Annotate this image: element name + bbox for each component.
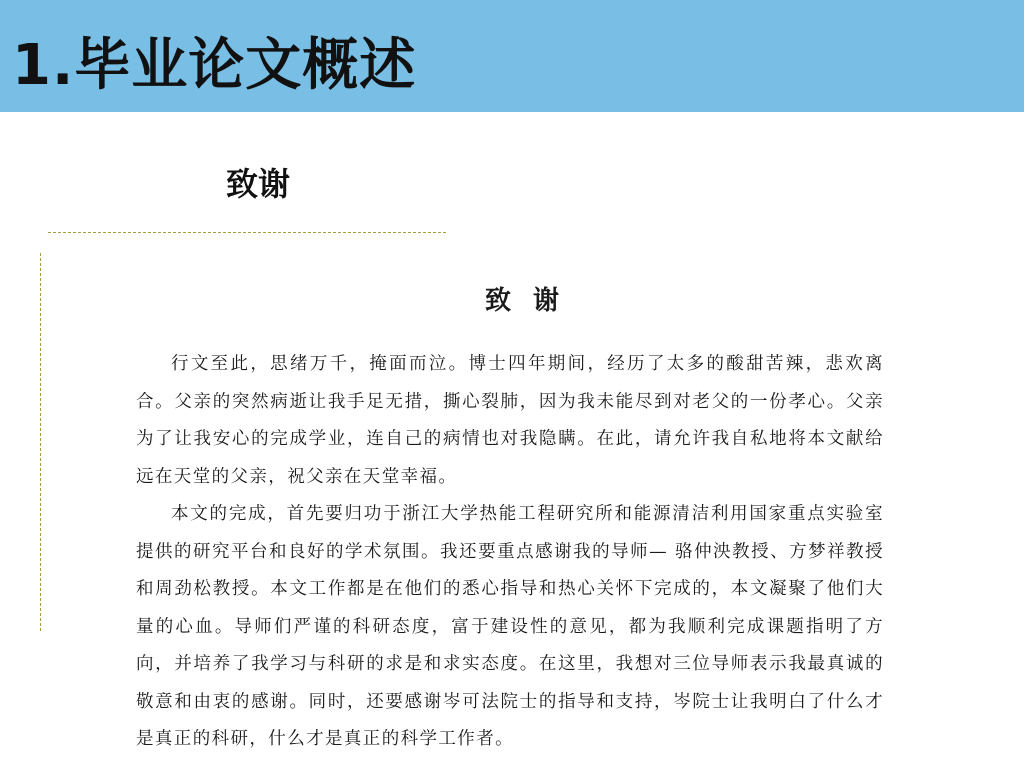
document-title: 致谢 <box>484 286 581 316</box>
document-paragraph: 本文的完成，首先要归功于浙江大学热能工程研究所和能源清洁利用国家重点实验室提供的研究平台和良好的学术氛围。我还要重点感谢我的导师— 骆仲泱教授、方梦祥教授和周劲松教授。本文工作都是在他们的悉心指导和热心关怀下完成的，本文凝聚了他们大量的心血。导师们严谨的科研态度，富于建设性的意见，都为我顺利完成课题指明了方向，并培养了我学习与科研的求是和求实态度。在这里，我想对三位导师表示我最真诚的敬意和由衷的感谢。同时，还要感谢岑可法院士的指导和支持，岑院士让我明白了什么才是真正的科研，什么才是真正的科学工作者。 <box>136 504 884 749</box>
document-paragraph: 行文至此，思绪万千，掩面而泣。博士四年期间，经历了太多的酸甜苦辣，悲欢离合。父亲的突然病逝让我手足无措，撕心裂肺，因为我未能尽到对老父的一份孝心。父亲为了让我安心的完成学业，连自己的病情也对我隐瞒。在此，请允许我自私地将本文献给远在天堂的父亲，祝父亲在天堂幸福。 <box>136 354 884 487</box>
slide-title: 1.毕业论文概述 <box>12 33 417 98</box>
section-heading: 致谢 <box>226 165 291 203</box>
dashed-divider-horizontal <box>48 232 446 233</box>
document-body <box>136 346 884 759</box>
header-band <box>0 0 1024 112</box>
dashed-divider-vertical <box>40 253 41 631</box>
